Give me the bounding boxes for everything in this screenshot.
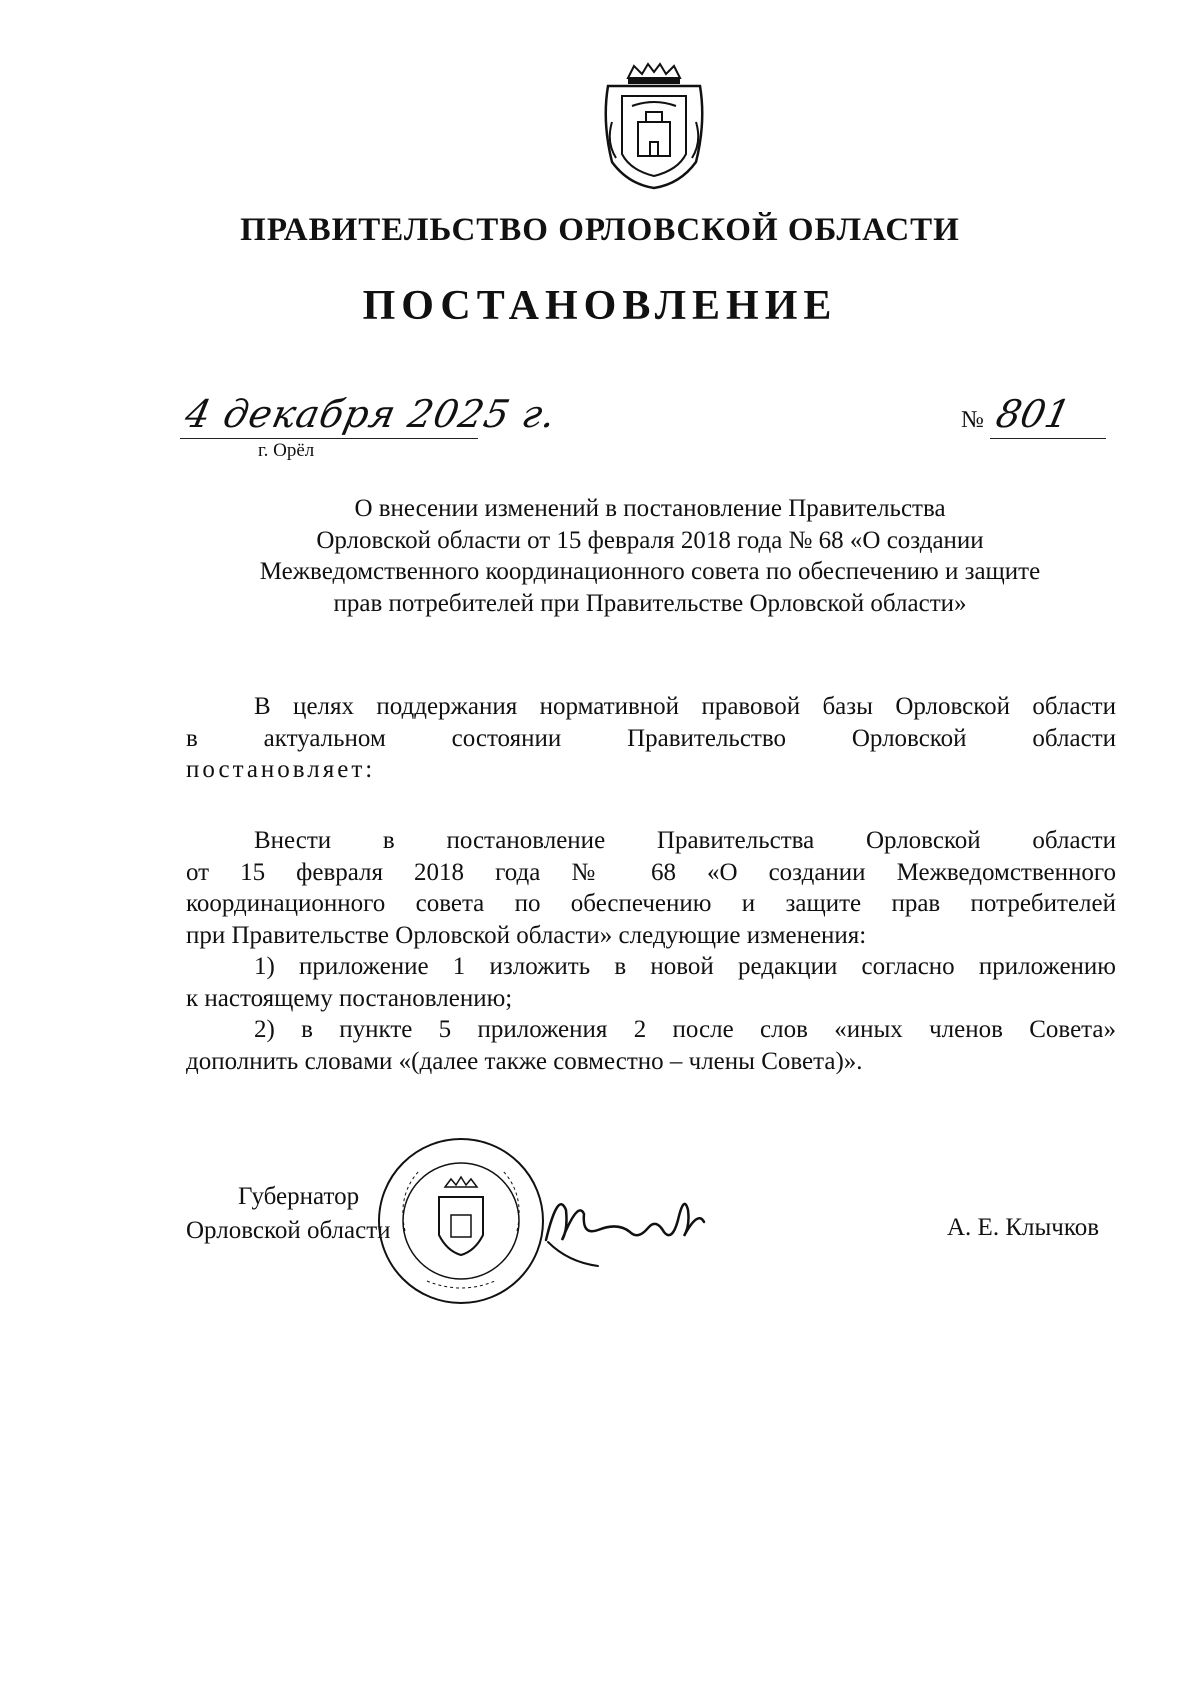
government-title: ПРАВИТЕЛЬСТВО ОРЛОВСКОЙ ОБЛАСТИ xyxy=(240,212,960,248)
number-underline xyxy=(990,438,1106,439)
orel-oblast-coat-of-arms-icon xyxy=(598,62,710,190)
subject-line: Орловской области от 15 февраля 2018 года № 68 «О создании xyxy=(316,526,984,554)
city-label: г. Орёл xyxy=(258,440,315,461)
item-line: 1) приложение 1 изложить в новой редакции согласно приложению xyxy=(254,953,1116,980)
item-line: дополнить словами «(далее также совместно – члены Совета)». xyxy=(186,1047,863,1075)
decree-word: постановляет: xyxy=(186,756,376,783)
preamble-line: в актуальном состоянии Правительство Орловской области xyxy=(186,724,1116,752)
position-line: Губернатор xyxy=(238,1183,360,1210)
position-line: Орловской области xyxy=(186,1217,391,1244)
body-paragraph xyxy=(186,825,1116,1077)
date-underline xyxy=(180,438,478,439)
decree-date: 4 декабря 2025 г. xyxy=(181,392,561,436)
body-line: от 15 февраля 2018 года № 68 «О создании Межведомственного xyxy=(186,858,1116,886)
number-label: № xyxy=(961,407,984,433)
handwritten-signature-icon xyxy=(538,1170,718,1280)
official-seal-icon xyxy=(375,1135,547,1307)
decree-subject xyxy=(200,493,1100,619)
subject-line: прав потребителей при Правительстве Орловской области» xyxy=(333,589,967,617)
subject-line: Межведомственного координационного совета по обеспечению и защите xyxy=(259,558,1041,585)
body-line: при Правительстве Орловской области» следующие изменения: xyxy=(186,921,867,949)
body-line: координационного совета по обеспечению и защите прав потребителей xyxy=(186,890,1116,917)
signer-name: А. Е. Клычков xyxy=(947,1214,1100,1241)
item-line: к настоящему постановлению; xyxy=(186,984,513,1012)
signer-position xyxy=(186,1180,391,1248)
decree-number: 801 xyxy=(992,392,1075,436)
preamble-line: В целях поддержания нормативной правовой базы Орловской области xyxy=(254,693,1116,720)
subject-line: О внесении изменений в постановление Правительства xyxy=(354,495,946,522)
preamble-paragraph xyxy=(186,691,1116,786)
document-type: ПОСТАНОВЛЕНИЕ xyxy=(362,283,838,329)
item-line: 2) в пункте 5 приложения 2 после слов «иных членов Совета» xyxy=(254,1016,1116,1043)
body-line: Внести в постановление Правительства Орловской области xyxy=(254,827,1116,854)
